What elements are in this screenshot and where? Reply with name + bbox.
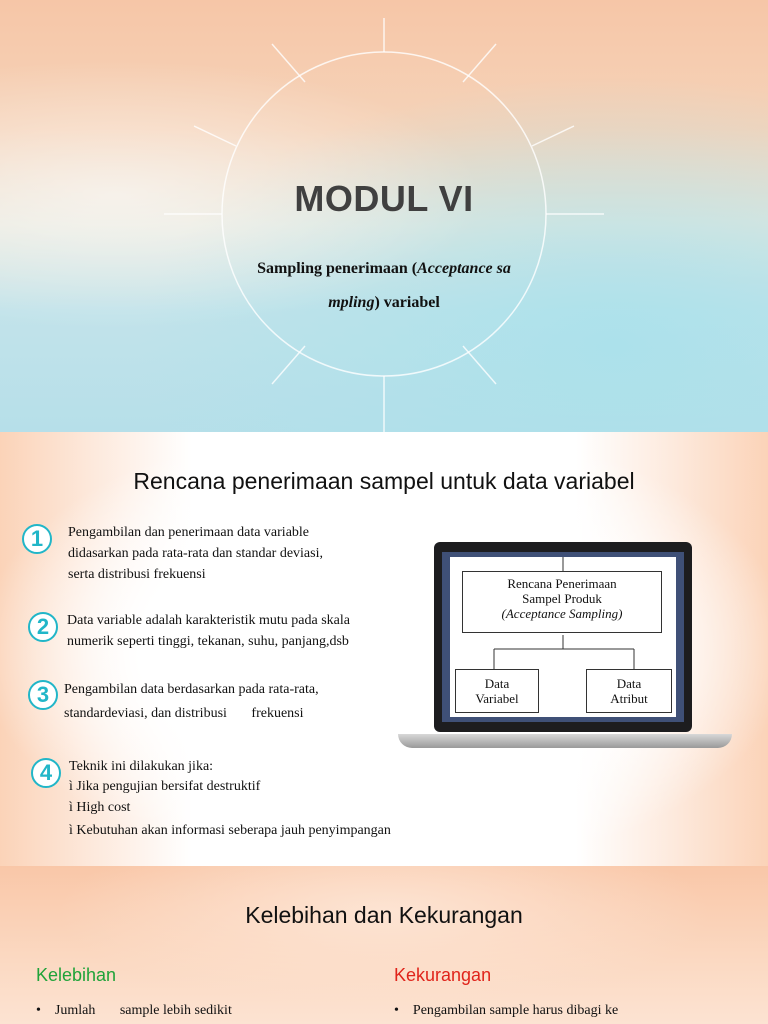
laptop-base [398, 734, 732, 748]
slide-title: MODUL VI [294, 178, 474, 219]
slide-heading: Kelebihan dan Kekurangan [245, 902, 523, 928]
point-text-4: Teknik ini dilakukan jika: [69, 759, 214, 774]
title-slide [0, 0, 768, 432]
point-text-2: Data variable adalah karakteristik mutu pada skala numerik seperti tinggi, tekanan, suhu, panjang,dsb [67, 613, 350, 649]
kelebihan-heading: Kelebihan [36, 965, 117, 985]
laptop-illustration [398, 540, 732, 754]
number-badge-4: 4 [31, 758, 61, 788]
kelebihan-item: • Jumlah sample lebih sedikit [36, 1003, 232, 1018]
sub-bullet-2: ì High cost [69, 800, 131, 815]
slide-subtitle-line2: mpling) variabel [328, 294, 440, 311]
slide-heading: Rencana penerimaan sampel untuk data variabel [133, 468, 635, 494]
content-slide [0, 432, 768, 866]
acceptance-sampling-diagram [450, 557, 676, 717]
number-badge-2: 2 [28, 612, 58, 642]
kekurangan-item: • Pengambilan sample harus dibagi ke [394, 1003, 619, 1018]
sub-bullet-3: ì Kebutuhan akan informasi seberapa jauh penyimpangan [69, 823, 391, 838]
slide-subtitle-line1: Sampling penerimaan (Acceptance sa [257, 260, 511, 277]
number-badge-1: 1 [22, 524, 52, 554]
point-text-1: Pengambilan dan penerimaan data variable didasarkan pada rata-rata dan standar deviasi, serta distribusi frekuensi [68, 525, 323, 582]
pros-cons-slide [0, 866, 768, 1024]
number-badge-3: 3 [28, 680, 58, 710]
kekurangan-heading: Kekurangan [394, 965, 492, 985]
diagram-top-box: Rencana Penerimaan Sampel Produk (Acceptance Sampling) [462, 571, 662, 633]
sub-bullet-1: ì Jika pengujian bersifat destruktif [69, 779, 261, 794]
diagram-variabel-box: Data Variabel [455, 669, 539, 713]
point-text-3: Pengambilan data berdasarkan pada rata-rata, standardeviasi, dan distribusi frekuensi [64, 682, 319, 721]
diagram-atribut-box: Data Atribut [586, 669, 672, 713]
